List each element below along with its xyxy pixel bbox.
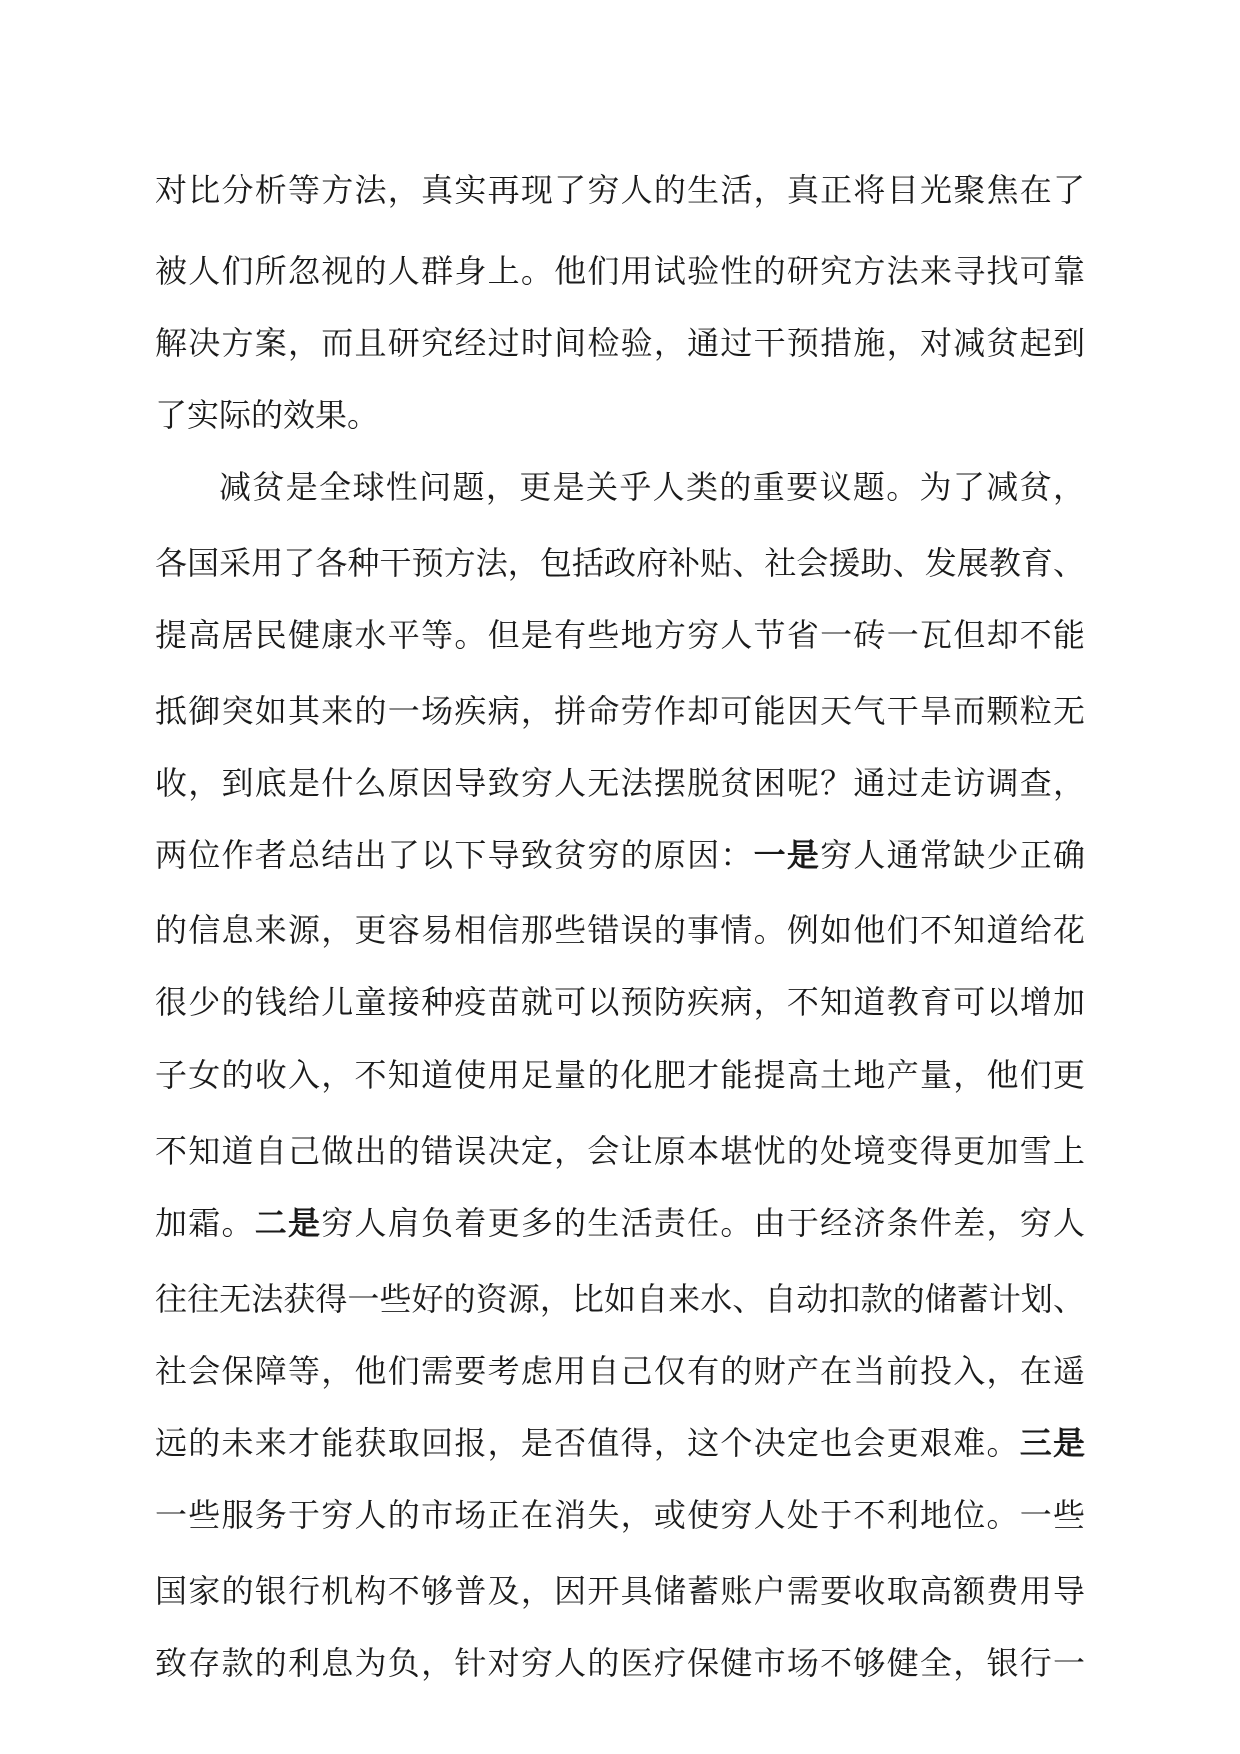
- emphasis-first-point: 一是: [753, 836, 821, 874]
- text-line: 一些服务于穷人的市场正在消失，或使穷人处于不利地位。一些: [155, 1496, 1085, 1534]
- text-line: 收，到底是什么原因导致穷人无法摆脱贫困呢？通过走访调查，: [155, 764, 1085, 802]
- text-line: 的信息来源，更容易相信那些错误的事情。例如他们不知道给花: [155, 911, 1085, 949]
- text-line: 了实际的效果。: [155, 396, 380, 434]
- text-line: 子女的收入，不知道使用足量的化肥才能提高土地产量，他们更: [155, 1056, 1085, 1094]
- text-line: 往往无法获得一些好的资源，比如自来水、自动扣款的储蓄计划、: [155, 1280, 1085, 1318]
- text-segment: 远的未来才能获取回报，是否值得，这个决定也会更艰难。: [155, 1424, 1020, 1462]
- text-segment: 穷人肩负着更多的生活责任。由于经济条件差，穷人: [321, 1204, 1085, 1242]
- text-line: 被人们所忽视的人群身上。他们用试验性的研究方法来寻找可靠: [155, 252, 1085, 290]
- text-line: 各国采用了各种干预方法，包括政府补贴、社会援助、发展教育、: [155, 544, 1085, 582]
- text-segment: 加霜。: [155, 1204, 255, 1242]
- text-segment: 穷人通常缺少正确: [820, 836, 1085, 874]
- text-segment: 两位作者总结出了以下导致贫穷的原因：: [155, 836, 754, 874]
- emphasis-second-point: 二是: [254, 1204, 322, 1242]
- text-line: 减贫是全球性问题，更是关乎人类的重要议题。为了减贫，: [219, 468, 1085, 506]
- text-line: [155, 1413, 1085, 1473]
- text-line: 致存款的利息为负，针对穷人的医疗保健市场不够健全，银行一: [155, 1644, 1085, 1682]
- text-line: [155, 1193, 1085, 1253]
- text-line: 国家的银行机构不够普及，因开具储蓄账户需要收取高额费用导: [155, 1572, 1085, 1610]
- text-line: 解决方案，而且研究经过时间检验，通过干预措施，对减贫起到: [155, 324, 1085, 362]
- text-line: [155, 825, 1085, 885]
- text-line: 提高居民健康水平等。但是有些地方穷人节省一砖一瓦但却不能: [155, 616, 1085, 654]
- emphasis-third-point: 三是: [1019, 1424, 1085, 1462]
- text-line: 很少的钱给儿童接种疫苗就可以预防疾病，不知道教育可以增加: [155, 983, 1085, 1021]
- text-line: 社会保障等，他们需要考虑用自己仅有的财产在当前投入，在遥: [155, 1352, 1085, 1390]
- text-line: 对比分析等方法，真实再现了穷人的生活，真正将目光聚焦在了: [155, 171, 1085, 209]
- text-line: 抵御突如其来的一场疾病，拼命劳作却可能因天气干旱而颗粒无: [155, 692, 1085, 730]
- text-line: 不知道自己做出的错误决定，会让原本堪忧的处境变得更加雪上: [155, 1132, 1085, 1170]
